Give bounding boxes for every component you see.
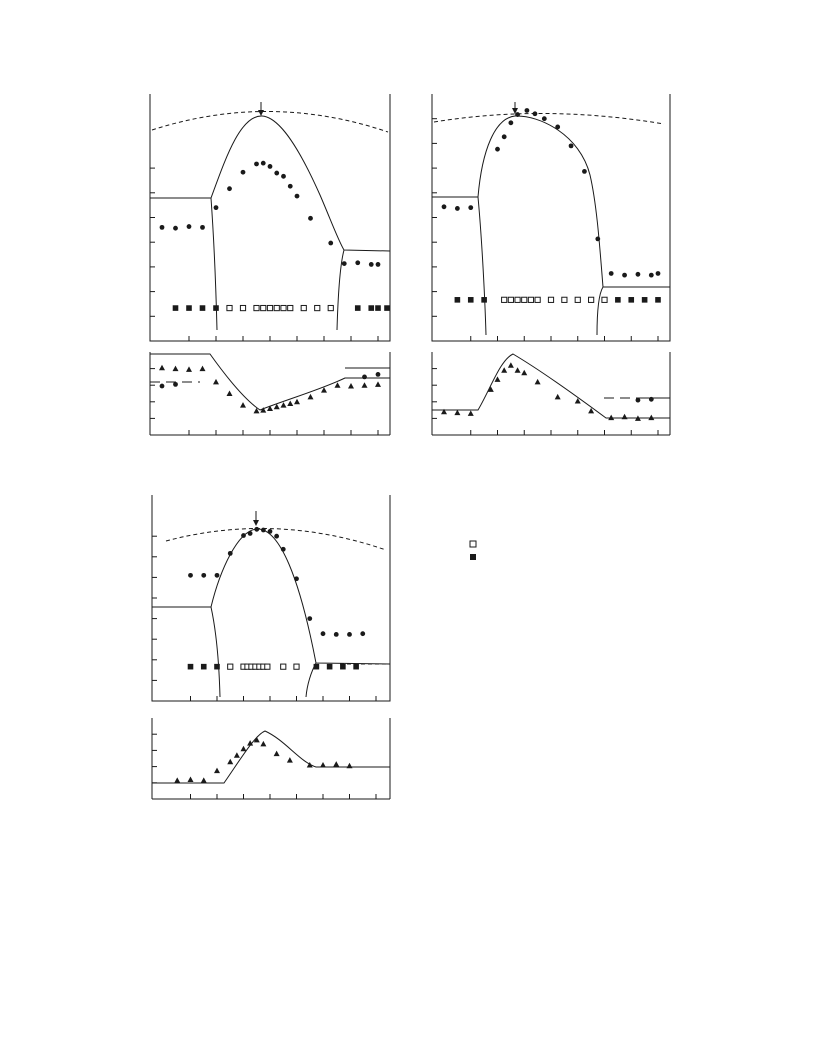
panel-a-lower-circle-point-1 xyxy=(173,382,178,387)
panel-a-upper-circle-point-19 xyxy=(376,262,381,267)
panel-a-upper-circle-point-1 xyxy=(173,226,178,231)
legend-filled-square-marker xyxy=(470,554,476,560)
panel-b-lower-fit xyxy=(432,354,670,418)
panel-c-lower-triangle-point-2 xyxy=(201,777,207,783)
panel-c-upper-square-filled-point-6 xyxy=(353,664,359,670)
panel-a-upper-square-open-point-3 xyxy=(261,305,266,310)
panel-a xyxy=(150,94,390,435)
panel-a-upper-circle-point-16 xyxy=(342,261,347,266)
panel-a-lower-triangle-point-13 xyxy=(294,399,300,405)
panel-a-upper-square-filled-point-2 xyxy=(200,305,206,311)
panel-b-upper-square-filled-point-5 xyxy=(642,297,648,303)
panel-c xyxy=(152,495,390,799)
panel-a-upper-frame xyxy=(150,94,390,341)
panel-b-lower-circle-point-0 xyxy=(636,398,641,403)
panel-a-lower-triangle-point-5 xyxy=(227,391,233,397)
panel-a-lower-triangle-point-16 xyxy=(335,382,341,388)
panel-a-upper-square-open-point-6 xyxy=(281,305,286,310)
panel-a-upper-square-open-point-0 xyxy=(227,305,232,310)
panel-c-upper-ticks xyxy=(152,536,376,701)
panel-b-lower-triangle-point-14 xyxy=(622,414,628,420)
panel-a-upper-circle-point-2 xyxy=(187,224,192,229)
panel-b-fit xyxy=(432,116,670,287)
panel-a-upper-circle-point-4 xyxy=(214,205,219,210)
panel-b-upper-square-filled-point-6 xyxy=(655,297,661,303)
panel-b-upper-square-open-point-4 xyxy=(528,297,533,302)
panel-a-upper-circle-point-8 xyxy=(261,161,266,166)
panel-c-upper-circle-point-15 xyxy=(347,632,352,637)
panel-a-upper-points xyxy=(160,161,390,311)
panel-c-upper-circle-point-0 xyxy=(188,573,193,578)
panel-b-lower-triangle-point-7 xyxy=(515,367,521,373)
panel-a-lower-triangle-point-17 xyxy=(348,383,354,389)
panel-b-lower-circle-point-1 xyxy=(649,397,654,402)
panel-b-upper-circle-point-1 xyxy=(455,206,460,211)
panel-a-lower-triangle-point-12 xyxy=(287,400,293,406)
panel-b-upper-square-open-point-10 xyxy=(602,297,607,302)
panel-a-upper-square-open-point-7 xyxy=(288,305,293,310)
panel-c-envelope xyxy=(166,528,386,550)
panel-b-upper-circle-point-18 xyxy=(656,271,661,276)
panel-c-arrow xyxy=(253,511,259,526)
panel-b-upper-circle-point-10 xyxy=(555,125,560,130)
panel-b xyxy=(432,94,670,435)
panel-a-envelope xyxy=(152,111,388,132)
panel-a-lower-triangle-point-1 xyxy=(173,366,179,372)
panel-a-upper-circle-point-9 xyxy=(268,164,273,169)
panel-a-upper-circle-point-11 xyxy=(281,174,286,179)
panel-a-upper-circle-point-14 xyxy=(308,216,313,221)
panel-b-upper-square-open-point-1 xyxy=(508,297,513,302)
panel-a-upper-square-filled-point-1 xyxy=(186,305,192,311)
panel-b-upper-square-open-point-2 xyxy=(515,297,520,302)
panel-b-upper-circle-point-7 xyxy=(525,108,530,113)
panel-a-upper-circle-point-15 xyxy=(328,241,333,246)
panel-a-lower-triangle-point-2 xyxy=(186,366,192,372)
panel-b-lower-triangle-point-16 xyxy=(648,415,654,421)
panel-a-lower-triangle-point-6 xyxy=(240,402,246,408)
panel-b-upper-circle-point-14 xyxy=(609,271,614,276)
panel-c-lower-triangle-point-1 xyxy=(188,777,194,783)
panel-c-upper-circle-point-7 xyxy=(261,528,266,533)
panel-b-upper-circle-point-13 xyxy=(595,237,600,242)
panel-b-upper-points xyxy=(442,108,661,303)
panel-c-upper-circle-point-3 xyxy=(228,551,233,556)
panel-a-fit xyxy=(150,116,390,251)
panel-a-upper-square-filled-point-3 xyxy=(213,305,219,311)
panel-b-lower-triangle-point-6 xyxy=(508,362,514,368)
panel-c-upper-frame xyxy=(152,495,390,701)
panel-b-upper-circle-point-4 xyxy=(502,134,507,139)
panel-a-upper-square-filled-point-0 xyxy=(173,305,179,311)
panel-c-upper-circle-point-10 xyxy=(281,547,286,552)
panel-b-lower-ticks xyxy=(432,369,658,435)
panel-b-upper-circle-point-9 xyxy=(542,116,547,121)
legend-open-square-marker xyxy=(470,541,476,547)
panel-b-lower-triangle-point-13 xyxy=(608,415,614,421)
panel-a-upper-square-open-point-10 xyxy=(328,305,333,310)
panel-b-upper-square-open-point-3 xyxy=(522,297,527,302)
panel-c-lower-triangle-point-5 xyxy=(234,752,240,758)
panel-b-upper-circle-point-12 xyxy=(582,169,587,174)
panel-a-upper-square-filled-point-4 xyxy=(355,305,361,311)
panel-c-upper-square-filled-point-2 xyxy=(214,664,220,670)
panel-a-upper-square-open-point-2 xyxy=(254,305,259,310)
panel-c-lower-triangle-point-14 xyxy=(333,761,339,767)
panel-a-lower-triangle-point-11 xyxy=(281,402,287,408)
panel-b-lower-triangle-point-2 xyxy=(468,410,474,416)
panel-c-upper-circle-point-6 xyxy=(254,527,259,532)
panel-b-envelope xyxy=(434,113,664,124)
panel-b-upper-circle-point-16 xyxy=(636,272,641,277)
panel-a-upper-circle-point-13 xyxy=(295,194,300,199)
panel-c-upper-square-open-point-9 xyxy=(294,664,299,669)
panel-a-lower-circle-point-3 xyxy=(376,372,381,377)
panel-b-upper-square-open-point-6 xyxy=(548,297,553,302)
panel-c-lower-triangle-point-10 xyxy=(274,751,280,757)
panel-b-upper-circle-point-5 xyxy=(508,120,513,125)
panel-b-upper-square-filled-point-1 xyxy=(468,297,474,303)
panel-c-upper-circle-point-4 xyxy=(241,533,246,538)
panel-b-upper-square-filled-point-2 xyxy=(481,297,487,303)
panel-a-upper-circle-point-10 xyxy=(274,171,279,176)
panel-c-upper-square-open-point-7 xyxy=(265,664,270,669)
panel-a-upper-square-open-point-4 xyxy=(267,305,272,310)
panel-a-lower-triangle-point-9 xyxy=(267,405,273,411)
panel-a-upper-circle-point-3 xyxy=(200,225,205,230)
panel-c-upper-square-filled-point-0 xyxy=(188,664,194,670)
panel-c-upper-circle-point-14 xyxy=(334,632,339,637)
panel-a-upper-square-open-point-8 xyxy=(301,305,306,310)
panel-b-upper-square-open-point-0 xyxy=(502,297,507,302)
panel-b-upper-circle-point-15 xyxy=(622,273,627,278)
panel-a-upper-ticks xyxy=(150,168,378,341)
panel-c-lower-triangle-point-15 xyxy=(347,763,353,769)
legend xyxy=(470,541,476,560)
panel-b-upper-circle-point-11 xyxy=(569,143,574,148)
panel-b-upper-circle-point-6 xyxy=(515,112,520,117)
panel-c-lower-points xyxy=(174,737,352,783)
panel-c-upper-square-filled-point-1 xyxy=(201,664,207,670)
panel-b-upper-circle-point-3 xyxy=(495,147,500,152)
panel-a-upper-circle-point-5 xyxy=(227,186,232,191)
panel-c-upper-points xyxy=(188,527,365,670)
panel-b-upper-ticks xyxy=(432,119,658,341)
panel-a-lower-triangle-point-3 xyxy=(200,366,206,372)
panel-a-upper-circle-point-6 xyxy=(241,170,246,175)
panel-a-upper-circle-point-0 xyxy=(160,225,165,230)
panel-a-lower-triangle-point-18 xyxy=(362,382,368,388)
panel-b-upper-square-open-point-9 xyxy=(589,297,594,302)
panel-c-upper-circle-point-1 xyxy=(201,573,206,578)
panel-a-upper-circle-point-12 xyxy=(288,184,293,189)
panel-b-upper-square-open-point-8 xyxy=(575,297,580,302)
panel-c-upper-square-filled-point-4 xyxy=(327,664,333,670)
panel-b-upper-square-filled-point-4 xyxy=(628,297,634,303)
panel-a-upper-square-open-point-5 xyxy=(274,305,279,310)
panel-b-upper-square-open-point-5 xyxy=(535,297,540,302)
panel-c-lower-triangle-point-0 xyxy=(174,777,180,783)
panel-c-upper-circle-point-11 xyxy=(294,576,299,581)
panel-b-arrow xyxy=(512,102,518,114)
panel-c-upper-circle-point-5 xyxy=(248,531,253,536)
panel-a-lower-circle-point-0 xyxy=(160,384,165,389)
panel-a-lower-triangle-point-4 xyxy=(213,379,219,385)
panel-a-lower-triangle-point-14 xyxy=(308,394,314,400)
panel-a-lower-triangle-point-0 xyxy=(159,365,165,371)
panel-a-upper-circle-point-17 xyxy=(355,260,360,265)
panel-c-lower-triangle-point-11 xyxy=(287,757,293,763)
panel-a-lower-circle-point-2 xyxy=(362,375,367,380)
panel-c-upper-square-open-point-0 xyxy=(228,664,233,669)
panel-c-upper-square-filled-point-5 xyxy=(340,664,346,670)
panel-b-upper-circle-point-2 xyxy=(468,205,473,210)
panel-a-upper-square-open-point-9 xyxy=(315,305,320,310)
panel-b-upper-square-filled-point-3 xyxy=(615,297,621,303)
panel-c-upper-circle-point-2 xyxy=(215,573,220,578)
panel-c-lower-triangle-point-13 xyxy=(320,762,326,768)
panel-a-upper-circle-point-18 xyxy=(369,262,374,267)
panel-a-upper-square-open-point-1 xyxy=(240,305,245,310)
panel-c-lower-fit xyxy=(152,731,390,783)
panel-b-lower-points xyxy=(441,362,654,421)
panel-b-lower-triangle-point-5 xyxy=(501,367,507,373)
panel-b-lower-triangle-point-8 xyxy=(521,370,527,376)
panel-b-upper-frame xyxy=(432,94,670,341)
panel-b-lower-triangle-point-9 xyxy=(535,379,541,385)
panel-a-lower-points xyxy=(159,365,381,414)
panel-a-upper-square-filled-point-7 xyxy=(384,305,390,311)
panel-c-upper-circle-point-12 xyxy=(307,616,312,621)
panel-c-upper-circle-point-9 xyxy=(274,534,279,539)
panel-a-upper-square-filled-point-6 xyxy=(375,305,381,311)
panel-b-upper-circle-point-8 xyxy=(533,111,538,116)
panel-c-upper-circle-point-16 xyxy=(360,631,365,636)
panel-c-lower-triangle-point-6 xyxy=(241,746,247,752)
panel-c-upper-square-filled-point-3 xyxy=(314,664,320,670)
panel-b-lower-triangle-point-10 xyxy=(555,394,561,400)
panel-b-upper-circle-point-17 xyxy=(649,273,654,278)
panel-a-arrow xyxy=(258,102,264,116)
panel-c-lower-triangle-point-4 xyxy=(227,759,233,765)
panel-c-fit xyxy=(152,529,390,664)
panel-a-upper-circle-point-7 xyxy=(254,162,259,167)
panel-b-upper-circle-point-0 xyxy=(442,204,447,209)
panel-c-upper-circle-point-8 xyxy=(268,529,273,534)
panel-c-lower-triangle-point-9 xyxy=(260,741,266,747)
panel-c-upper-square-open-point-8 xyxy=(281,664,286,669)
panel-c-upper-circle-point-13 xyxy=(321,631,326,636)
panel-b-upper-square-filled-point-0 xyxy=(455,297,461,303)
panel-c-lower-triangle-point-3 xyxy=(214,768,220,774)
panel-b-upper-square-open-point-7 xyxy=(562,297,567,302)
panel-a-upper-square-filled-point-5 xyxy=(368,305,374,311)
panel-a-lower-triangle-point-19 xyxy=(375,381,381,387)
